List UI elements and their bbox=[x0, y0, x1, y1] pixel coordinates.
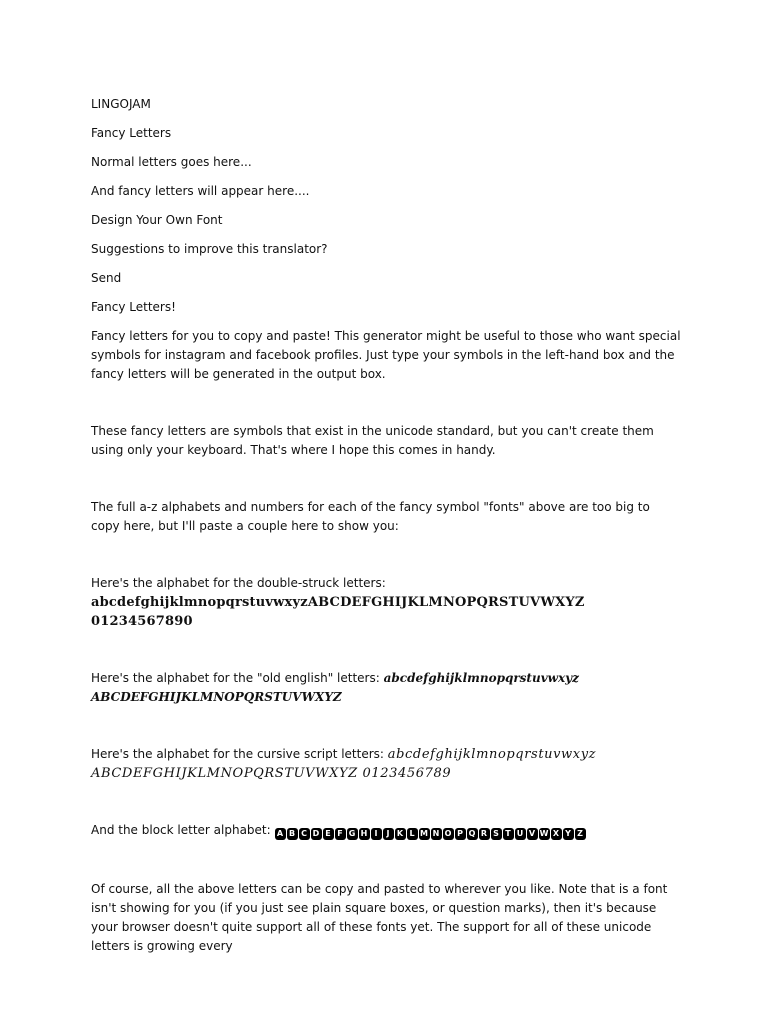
block-letter: M bbox=[420, 829, 428, 838]
block-letter: J bbox=[383, 828, 394, 840]
block-letter: C bbox=[299, 828, 310, 840]
alphabets-paragraph: The full a-z alphabets and numbers for each of the fancy symbol "fonts" above are too big to copy here, but I'll paste a couple here to show you: bbox=[91, 500, 650, 533]
double-struck-sample: abcdefghijklmnopqrstuvwxyzABCDEFGHIJKLMNOPQRSTUVWXYZ 01234567890 bbox=[91, 595, 585, 629]
old-english-paragraph bbox=[91, 669, 681, 707]
send-button[interactable]: Send bbox=[91, 271, 122, 285]
double-struck-paragraph bbox=[91, 574, 681, 631]
block-letter: S bbox=[491, 828, 502, 840]
block-letter: P bbox=[455, 828, 466, 840]
article-heading: Fancy Letters! bbox=[91, 300, 176, 314]
block-letter: T bbox=[503, 828, 514, 840]
input-placeholder[interactable]: Normal letters goes here... bbox=[91, 155, 252, 169]
block-letter: O bbox=[443, 828, 454, 840]
block-letter: N bbox=[431, 828, 442, 840]
block-letter: H bbox=[359, 828, 370, 840]
block-letter: X bbox=[551, 828, 562, 840]
block-letter: Q bbox=[467, 828, 478, 840]
design-font-link[interactable]: Design Your Own Font bbox=[91, 213, 223, 227]
block-letter: E bbox=[323, 828, 334, 840]
site-name[interactable]: LINGOJAM bbox=[91, 97, 151, 111]
old-english-label: Here's the alphabet for the "old english" letters: bbox=[91, 671, 384, 685]
block-letter: U bbox=[515, 828, 526, 840]
block-label: And the block letter alphabet: bbox=[91, 823, 275, 837]
block-letter: W bbox=[539, 829, 549, 838]
final-paragraph: Of course, all the above letters can be copy and pasted to wherever you like. Note that is a font isn't showing for you (if you just see plain square boxes, or question marks), then it's because your browser doesn't quite support all of these fonts yet. The support for all of these unicode letters is growing every bbox=[91, 882, 668, 953]
block-letter: F bbox=[335, 828, 346, 840]
page-title: Fancy Letters bbox=[91, 126, 172, 140]
block-letter: B bbox=[287, 828, 298, 840]
block-letter: Y bbox=[563, 828, 574, 840]
block-letter: D bbox=[311, 828, 322, 840]
intro-paragraph: Fancy letters for you to copy and paste! This generator might be useful to those who want special symbols for instagram and facebook profiles. Just type your symbols in the left-hand box and the fancy letters will be generated in the output box. bbox=[91, 329, 681, 381]
double-struck-label: Here's the alphabet for the double-struck letters: bbox=[91, 576, 386, 590]
old-english-sample: abcdefghijklmnopqrstuvwxyz ABCDEFGHIJKLMNOPQRSTUVWXYZ bbox=[91, 671, 579, 704]
cursive-sample: abcdefghijklmnopqrstuvwxyz ABCDEFGHIJKLMNOPQRSTUVWXYZ 0123456789 bbox=[91, 747, 597, 781]
block-paragraph bbox=[91, 821, 681, 842]
block-letter-row bbox=[275, 823, 587, 842]
block-letter: I bbox=[371, 828, 382, 840]
document-page bbox=[91, 95, 681, 956]
block-letter: K bbox=[395, 828, 406, 840]
cursive-paragraph bbox=[91, 745, 681, 783]
block-letter: A bbox=[275, 828, 286, 840]
unicode-paragraph: These fancy letters are symbols that exist in the unicode standard, but you can't create them using only your keyboard. That's where I hope this comes in handy. bbox=[91, 424, 654, 457]
block-letter: L bbox=[407, 828, 418, 840]
suggestion-prompt: Suggestions to improve this translator? bbox=[91, 242, 328, 256]
block-letter: R bbox=[479, 828, 490, 840]
block-letter: Z bbox=[575, 828, 586, 840]
block-letter: V bbox=[527, 828, 538, 840]
cursive-label: Here's the alphabet for the cursive script letters: bbox=[91, 747, 388, 761]
output-placeholder[interactable]: And fancy letters will appear here.... bbox=[91, 184, 310, 198]
block-letter: G bbox=[347, 828, 358, 840]
